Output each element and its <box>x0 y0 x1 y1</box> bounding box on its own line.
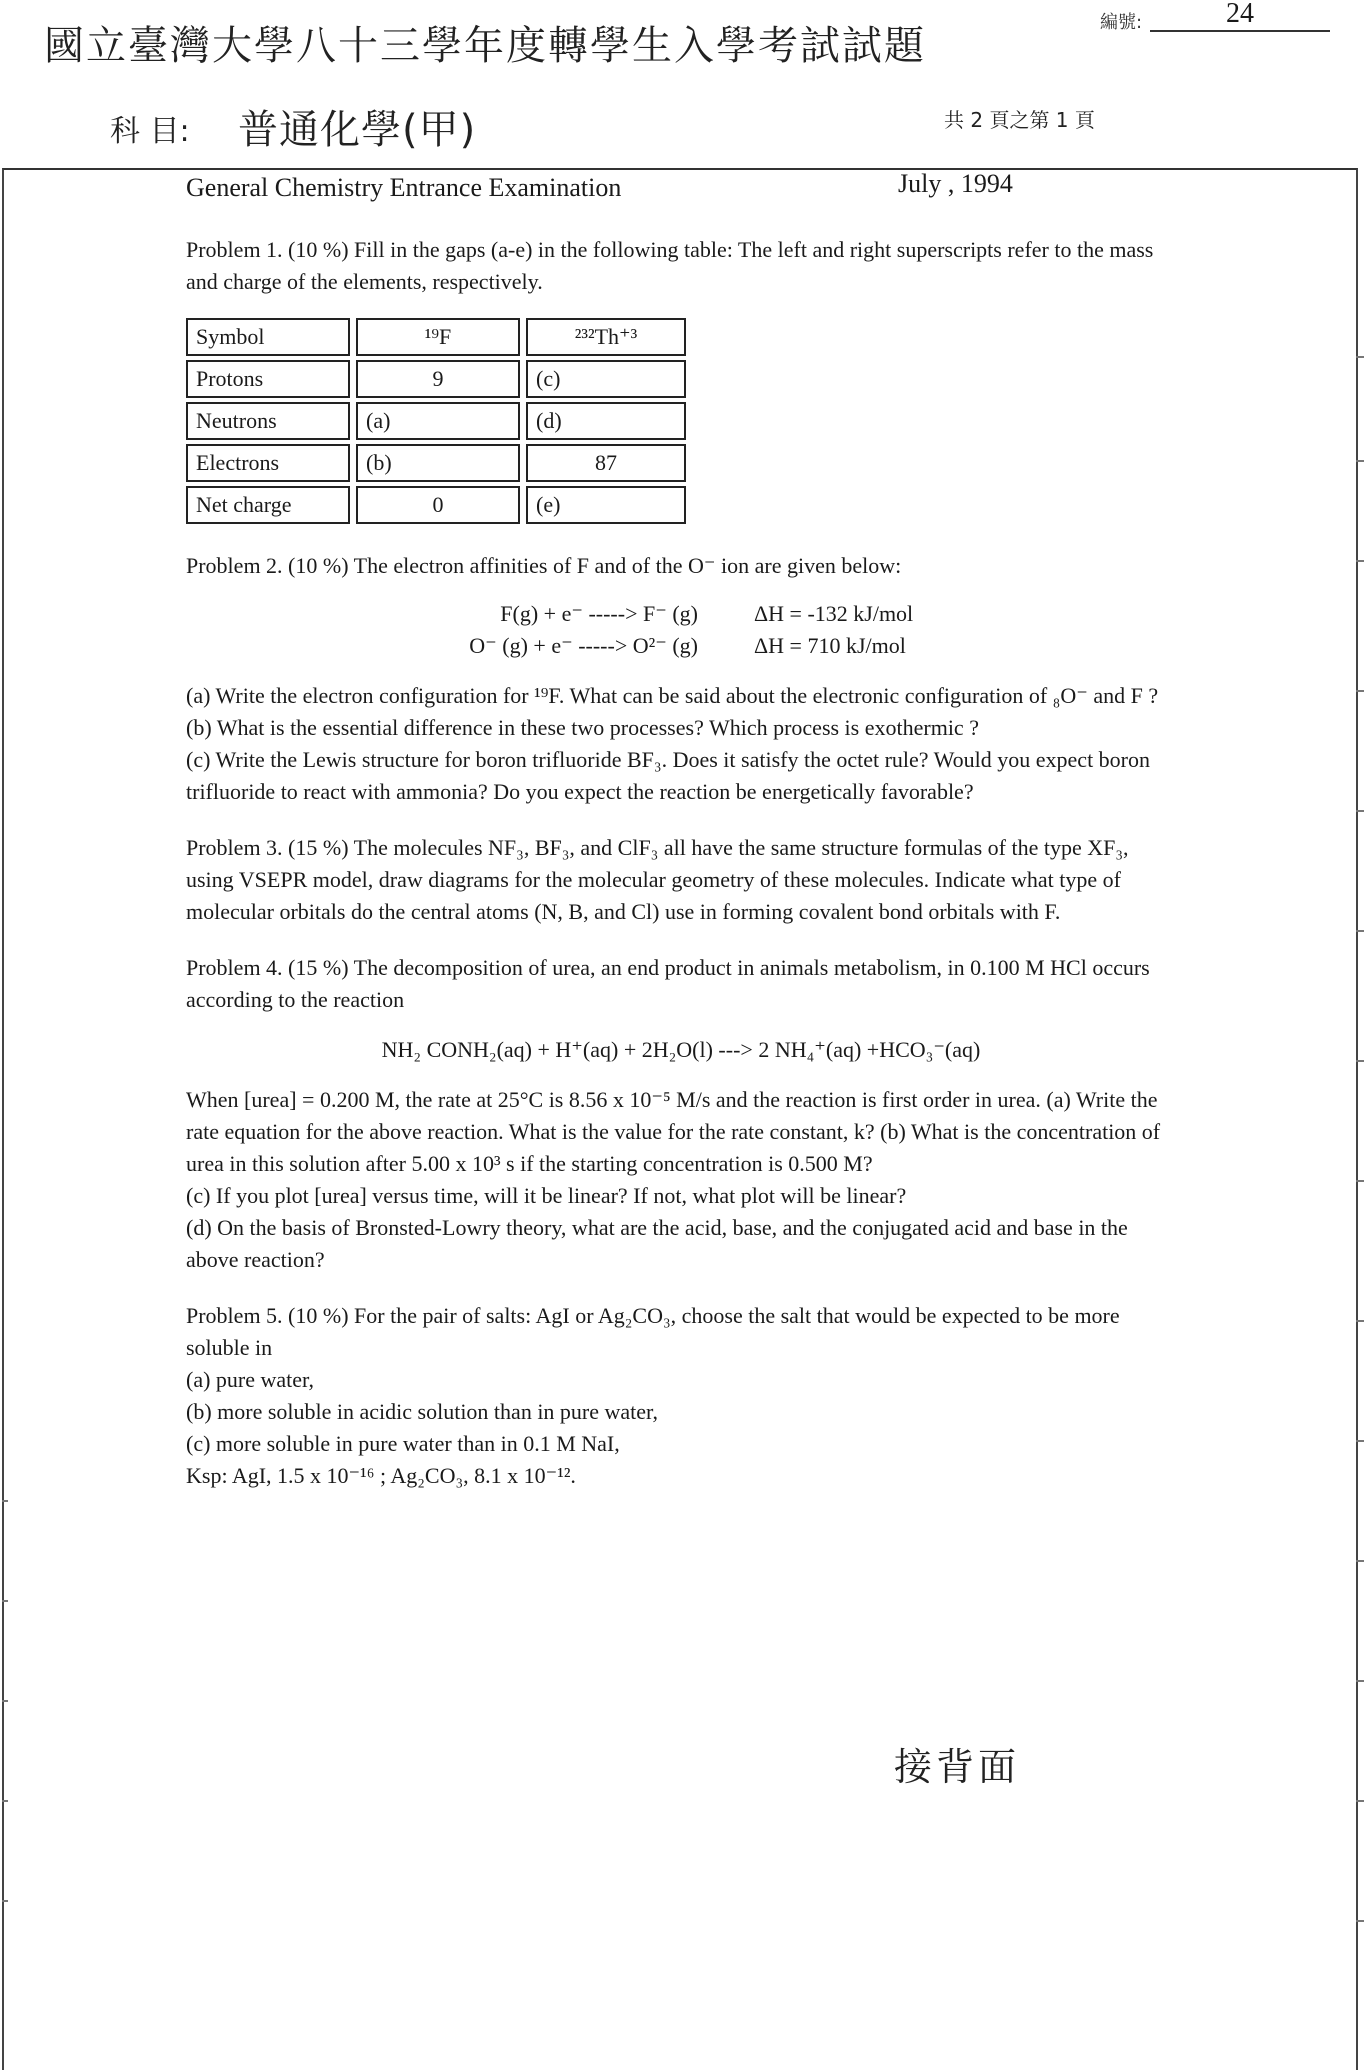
problem-5-part-b: (b) more soluble in acidic solution than in pure water, <box>186 1399 658 1424</box>
margin-tick <box>2 1900 8 1902</box>
problem-2-part-a: (a) Write the electron configuration for ¹⁹F. What can be said about the electronic configuration of ₈O⁻ and F ? <box>186 683 1159 708</box>
margin-tick <box>1356 1920 1364 1922</box>
reaction-equation: F(g) + e⁻ -----> F⁻ (g) <box>500 601 698 626</box>
table-cell: Protons <box>186 360 350 398</box>
table-header-cell: Symbol <box>186 318 350 356</box>
ksp-values: Ksp: AgI, 1.5 x 10⁻¹⁶ ; Ag₂CO₃, 8.1 x 10⁻¹². <box>186 1463 576 1488</box>
enthalpy-value: ΔH = 710 kJ/mol <box>754 633 906 658</box>
serial-label: 編號: <box>1100 12 1143 33</box>
margin-tick <box>2 1500 8 1502</box>
problem-5 <box>186 1300 1176 1492</box>
problem-4-body: When [urea] = 0.200 M, the rate at 25°C is 8.56 x 10⁻⁵ M/s and the reaction is first order in urea. (a) Write the rate equation for the above reaction. What is the value for the rate constant, k? (b) What is the concentration of urea in this solution after 5.00 x 10³ s if the starting concentration is 0.500 M? <box>186 1087 1161 1176</box>
table-row <box>186 360 686 398</box>
problem-2 <box>186 550 1176 808</box>
margin-tick <box>1356 1180 1364 1182</box>
university-exam-title: 國立臺灣大學八十三學年度轉學生入學考試試題 <box>44 23 926 69</box>
problem-5-part-c: (c) more soluble in pure water than in 0.1 M NaI, <box>186 1431 620 1456</box>
table-cell: Net charge <box>186 486 350 524</box>
margin-tick <box>1356 356 1364 358</box>
table-cell: (a) <box>356 402 520 440</box>
equation-row <box>186 598 1176 630</box>
table-row <box>186 444 686 482</box>
exam-title: General Chemistry Entrance Examination <box>186 173 622 202</box>
problem-2-part-b: (b) What is the essential difference in these two processes? Which process is exothermic ? <box>186 715 979 740</box>
margin-tick <box>2 1600 8 1602</box>
problem-2-part-c: (c) Write the Lewis structure for boron trifluoride BF₃. Does it satisfy the octet rule? Would you expect boron trifluoride to react with ammonia? Do you expect the reaction be energetically favorable? <box>186 747 1151 804</box>
margin-tick <box>1356 1560 1364 1562</box>
exam-date: July , 1994 <box>898 169 1013 198</box>
problem-4-intro: Problem 4. (15 %) The decomposition of urea, an end product in animals metabolism, in 0.100 M HCl occurs according to the reaction <box>186 955 1150 1012</box>
table-header-cell: ²³²Th⁺³ <box>526 318 686 356</box>
problem-4-part-d: (d) On the basis of Bronsted-Lowry theory, what are the acid, base, and the conjugated acid and base in the above reaction? <box>186 1215 1128 1272</box>
isotope-table <box>180 314 692 528</box>
enthalpy-value: ΔH = -132 kJ/mol <box>754 601 914 626</box>
margin-tick <box>1356 1680 1364 1682</box>
continue-on-back-note: 接背面 <box>894 1745 1021 1789</box>
table-cell: (e) <box>526 486 686 524</box>
exam-content <box>186 168 1176 1492</box>
serial-number: 24 <box>1150 0 1330 32</box>
subject-name: 普通化學(甲) <box>238 107 477 153</box>
margin-tick <box>1356 560 1364 562</box>
margin-tick <box>2 1800 8 1802</box>
problem-3-text: Problem 3. (15 %) The molecules NF₃, BF₃, and ClF₃ all have the same structure formulas of the type XF₃, using VSEPR model, draw diagrams for the molecular geometry of these molecules. Indicate what type of molecular orbitals do the central atoms (N, B, and Cl) use in forming covalent bond orbitals with F. <box>186 835 1129 924</box>
problem-1-text: Problem 1. (10 %) Fill in the gaps (a-e) in the following table: The left and right superscripts refer to the mass and charge of the elements, respectively. <box>186 237 1154 294</box>
urea-reaction-equation: NH₂ CONH₂(aq) + H⁺(aq) + 2H₂O(l) ---> 2 NH₄⁺(aq) +HCO₃⁻(aq) <box>381 1037 981 1062</box>
problem-2-intro: Problem 2. (10 %) The electron affinities of F and of the O⁻ ion are given below: <box>186 553 902 578</box>
table-cell: (c) <box>526 360 686 398</box>
margin-tick <box>1356 460 1364 462</box>
margin-tick <box>1356 810 1364 812</box>
subject-prefix: 科 目: <box>110 114 190 149</box>
table-cell: (b) <box>356 444 520 482</box>
problem-5-intro: Problem 5. (10 %) For the pair of salts: AgI or Ag₂CO₃, choose the salt that would be expected to be more soluble in <box>186 1303 1120 1360</box>
table-cell: 87 <box>526 444 686 482</box>
table-row <box>186 318 686 356</box>
table-cell: 9 <box>356 360 520 398</box>
table-row <box>186 402 686 440</box>
exam-header <box>186 168 1176 212</box>
equation-row <box>186 630 1176 662</box>
table-cell: Neutrons <box>186 402 350 440</box>
margin-tick <box>1356 1440 1364 1442</box>
table-cell: (d) <box>526 402 686 440</box>
table-header-cell: ¹⁹F <box>356 318 520 356</box>
margin-tick <box>1356 1800 1364 1802</box>
table-cell: Electrons <box>186 444 350 482</box>
problem-1 <box>186 234 1176 528</box>
margin-tick <box>1356 1060 1364 1062</box>
table-row <box>186 486 686 524</box>
problem-5-part-a: (a) pure water, <box>186 1367 314 1392</box>
problem-3 <box>186 832 1176 928</box>
margin-tick <box>1356 690 1364 692</box>
problem-4-part-c: (c) If you plot [urea] versus time, will it be linear? If not, what plot will be linear? <box>186 1183 907 1208</box>
problem-4 <box>186 952 1176 1276</box>
reaction-equations <box>186 598 1176 662</box>
margin-tick <box>1356 930 1364 932</box>
margin-tick <box>1356 1320 1364 1322</box>
reaction-equation: O⁻ (g) + e⁻ -----> O²⁻ (g) <box>469 633 698 658</box>
page-info: 共 2 頁之第 1 頁 <box>944 108 1095 132</box>
table-cell: 0 <box>356 486 520 524</box>
margin-tick <box>2 1700 8 1702</box>
